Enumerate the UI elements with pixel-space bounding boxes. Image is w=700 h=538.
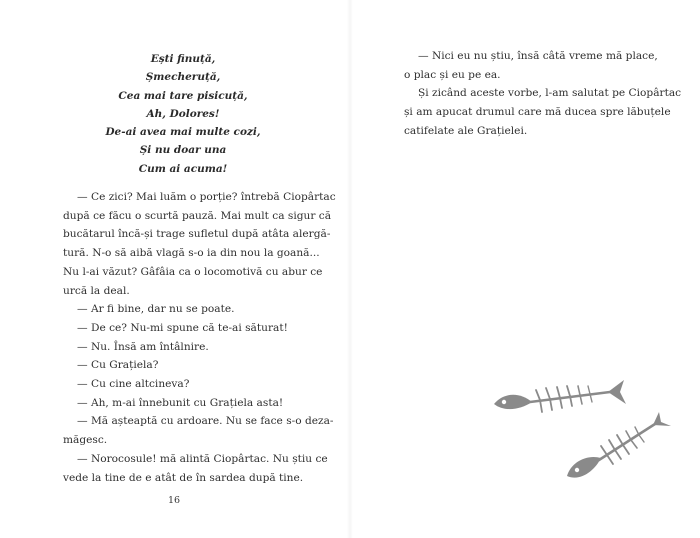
fish-skeleton-icon — [563, 410, 673, 490]
text-line: — Nici eu nu știu, însă câtă vreme mă place, — [418, 50, 658, 62]
text-line: — Mă așteaptă cu ardoare. Nu se face s-o deza- — [77, 415, 334, 428]
text-line: după ce făcu o scurtă pauză. Mai mult ca sigur că — [63, 209, 332, 222]
text-line: măgesc. — [63, 434, 108, 447]
text-line: — Cu cine altcineva? — [77, 378, 190, 391]
poem-line: Șmecheruță, — [145, 71, 221, 84]
text-line: urcă la deal. — [63, 284, 130, 297]
text-line: — Ah, m-ai înnebunit cu Grațiela asta! — [77, 396, 284, 409]
text-line: vede la tine de e atât de în sardea după tine. — [63, 471, 304, 484]
poem — [88, 50, 278, 178]
text-line: Nu l-ai văzut? Gâfâia ca o locomotivă cu abur ce — [63, 265, 323, 278]
text-line: — De ce? Nu-mi spune că te-ai săturat! — [77, 321, 288, 334]
text-line: — Ar fi bine, dar nu se poate. — [77, 303, 235, 316]
poem-line: Ești finuță, — [150, 53, 216, 65]
text-line: tură. N-o să aibă vlagă s-o ia din nou la goană... — [63, 247, 320, 260]
text-line: — Nu. Însă am întâlnire. — [77, 340, 209, 353]
text-line: bucătarul încă-și trage sufletul după atâta alergă- — [63, 228, 331, 241]
text-line: Și zicând aceste vorbe, l-am salutat pe Ciopârtac — [418, 87, 682, 100]
poem-line: Și nu doar una — [139, 144, 227, 157]
prose-text — [63, 188, 336, 487]
poem-line: Ah, Dolores! — [146, 107, 220, 120]
poem-line: Cea mai tare pisicuță, — [118, 89, 248, 102]
text-line: — Ce zici? Mai luăm o porție? întrebă Ciopârtac — [77, 191, 336, 203]
right-page-text — [404, 47, 682, 141]
poem-line: De-ai avea mai multe cozi, — [105, 126, 261, 139]
text-line: catifelate ale Grațielei. — [404, 124, 528, 137]
text-line: — Cu Grațiela? — [77, 359, 159, 372]
text-line: o plac și eu pe ea. — [404, 68, 501, 81]
page-number: 16 — [167, 495, 181, 506]
poem-line: Cum ai acuma! — [138, 162, 228, 175]
text-line: și am apucat drumul care mă ducea spre lăbuțele — [404, 106, 671, 119]
text-line: — Norocosule! mă alintă Ciopârtac. Nu știu ce — [77, 452, 328, 465]
